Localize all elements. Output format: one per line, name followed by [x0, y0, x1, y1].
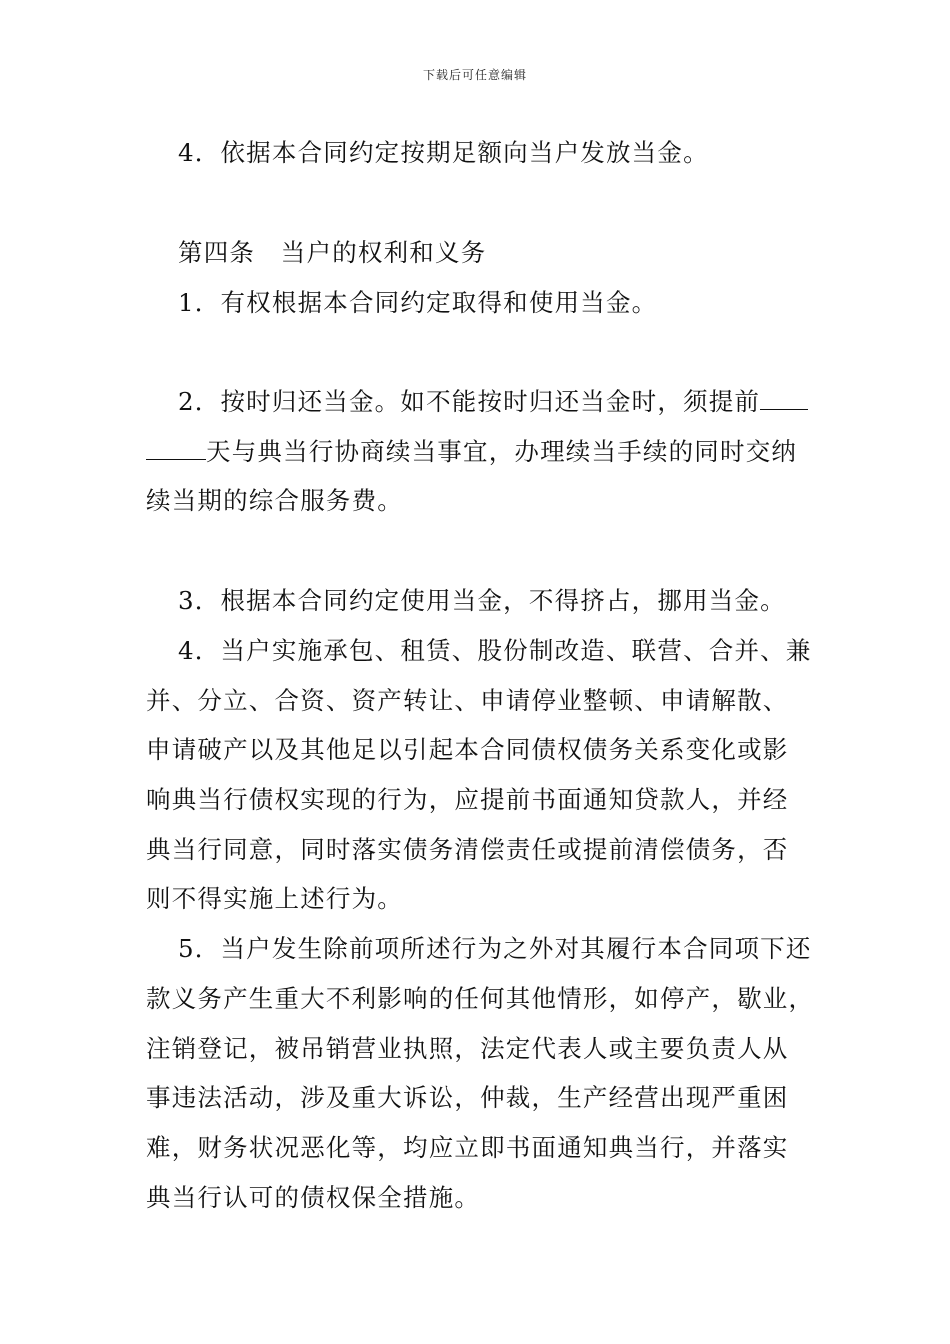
- text-line: 4．依据本合同约定按期足额向当户发放当金。: [178, 138, 709, 167]
- text-line: 款义务产生重大不利影响的任何其他情形，如停产，歇业，: [146, 984, 815, 1013]
- text-line: 续当期的综合服务费。: [146, 486, 403, 515]
- section-heading: 第四条 当户的权利和义务: [178, 238, 487, 267]
- text-line: 典当行认可的债权保全措施。: [146, 1183, 481, 1212]
- text-segment: 2．按时归还当金。如不能按时归还当金时，须提前: [178, 387, 761, 416]
- text-line: 1．有权根据本合同约定取得和使用当金。: [178, 288, 658, 317]
- fill-blank: [760, 408, 808, 410]
- text-line: [178, 383, 808, 418]
- text-line: 典当行同意，同时落实债务清偿责任或提前清偿债务，否: [146, 835, 789, 864]
- text-line: 3．根据本合同约定使用当金，不得挤占，挪用当金。: [178, 586, 786, 615]
- text-line: 难，财务状况恶化等，均应立即书面通知典当行，并落实: [146, 1133, 789, 1162]
- text-segment: 天与典当行协商续当事宜，办理续当手续的同时交纳: [206, 437, 798, 466]
- text-line: 申请破产以及其他足以引起本合同债权债务关系变化或影: [146, 735, 789, 764]
- text-line: 响典当行债权实现的行为，应提前书面通知贷款人，并经: [146, 785, 789, 814]
- text-line: 并、分立、合资、资产转让、申请停业整顿、申请解散、: [146, 686, 789, 715]
- text-line: [146, 433, 797, 468]
- text-line: 5．当户发生除前项所述行为之外对其履行本合同项下还: [178, 934, 812, 963]
- text-line: 事违法活动，涉及重大诉讼，仲裁，生产经营出现严重困: [146, 1083, 789, 1112]
- fill-blank: [146, 458, 206, 460]
- text-line: 则不得实施上述行为。: [146, 884, 403, 913]
- page-header: 下载后可任意编辑: [422, 68, 527, 82]
- text-line: 4．当户实施承包、租赁、股份制改造、联营、合并、兼: [178, 636, 812, 665]
- text-line: 注销登记，被吊销营业执照，法定代表人或主要负责人从: [146, 1034, 789, 1063]
